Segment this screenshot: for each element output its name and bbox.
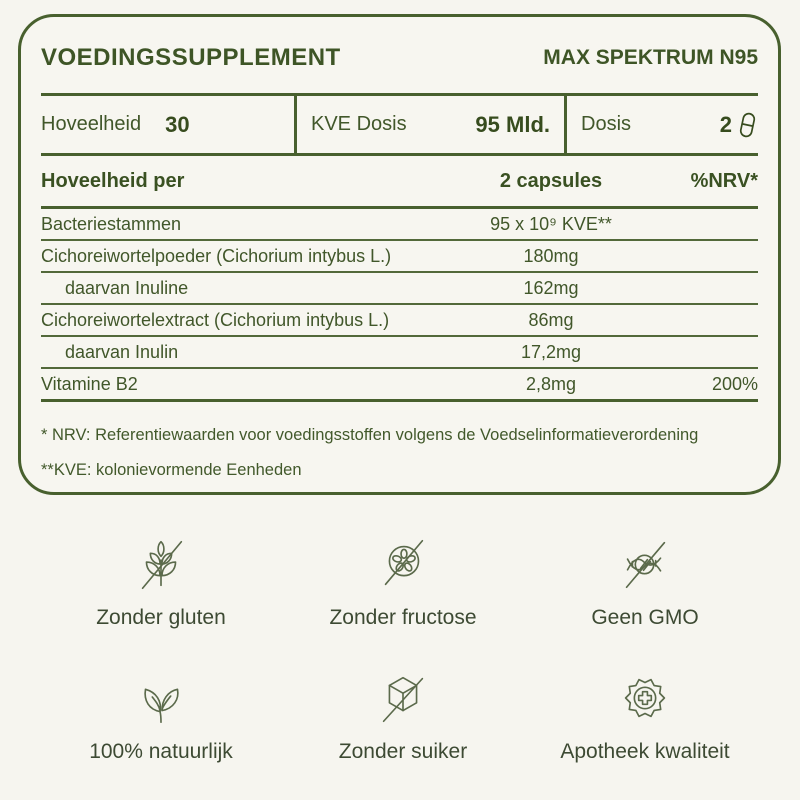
footnote-nrv: * NRV: Referentiewaarden voor voedingsstoffen volgens de Voedselinformatieverordening <box>41 426 699 444</box>
badge-label: Geen GMO <box>591 606 699 629</box>
badge-label: Zonder fructose <box>329 606 477 629</box>
badge-label: Zonder suiker <box>338 740 468 763</box>
dose-label: Dosis <box>581 113 632 135</box>
claim-badges <box>40 520 766 764</box>
dose-value-group <box>720 111 756 139</box>
ingredient-name: daarvan Inuline <box>65 277 189 298</box>
panel-header <box>41 17 758 93</box>
ingredient-amount: 2,8mg <box>525 373 577 394</box>
badge-pharmacy-quality <box>524 654 766 764</box>
product-name: MAX SPEKTRUM N95 <box>543 46 758 69</box>
quantity-label: Hoveelheid <box>41 113 142 135</box>
quantity-cell <box>41 96 294 153</box>
table-row <box>41 273 758 305</box>
no-sugar-icon <box>372 666 434 730</box>
no-fructose-icon <box>372 532 434 596</box>
ingredient-amount: 86mg <box>528 309 574 330</box>
badge-fructose-free <box>282 520 524 630</box>
ingredient-amount: 162mg <box>523 277 579 298</box>
ingredient-amount: 95 x 10⁹ KVE** <box>490 213 612 234</box>
capsule-icon <box>739 111 756 139</box>
badge-label: 100% natuurlijk <box>89 740 233 763</box>
table-row <box>41 369 758 402</box>
ingredient-name: Cichoreiwortelpoeder (Cichorium intybus L.) <box>41 245 392 266</box>
kve-dose-label: KVE Dosis <box>311 113 407 135</box>
no-gluten-icon <box>130 532 192 596</box>
ingredient-name: Bacteriestammen <box>41 213 182 234</box>
facts-table <box>41 209 758 402</box>
serving-amount: 2 capsules <box>499 169 603 192</box>
ingredient-nrv: 200% <box>711 373 758 394</box>
badge-label: Apotheek kwaliteit <box>560 740 730 763</box>
ingredient-amount: 17,2mg <box>520 341 582 362</box>
badge-gmo-free <box>524 520 766 630</box>
ingredient-name: Cichoreiwortelextract (Cichorium intybus L.) <box>41 309 390 330</box>
ingredient-amount: 180mg <box>523 245 579 266</box>
ingredient-name: Vitamine B2 <box>41 373 138 394</box>
dose-value: 2 <box>719 111 732 137</box>
badge-gluten-free <box>40 520 282 630</box>
serving-header-row <box>41 156 758 206</box>
panel-title: VOEDINGSSUPPLEMENT <box>41 44 341 71</box>
ingredient-name: daarvan Inulin <box>65 341 179 362</box>
table-row <box>41 337 758 369</box>
footnote-kve: **KVE: kolonievormende Eenheden <box>41 461 302 479</box>
badge-sugar-free <box>282 654 524 764</box>
natural-icon <box>130 666 192 730</box>
nrv-header: %NRV* <box>690 169 758 192</box>
dose-info-row <box>41 96 758 153</box>
footnotes <box>41 402 758 488</box>
supplement-facts-panel <box>18 14 781 495</box>
no-gmo-icon <box>614 532 676 596</box>
kve-dose-cell <box>294 96 564 153</box>
pharmacy-quality-icon <box>614 666 676 730</box>
kve-dose-value: 95 Mld. <box>475 111 550 137</box>
table-row <box>41 241 758 273</box>
serving-label: Hoveelheid per <box>41 169 185 192</box>
table-row <box>41 209 758 241</box>
badge-natural <box>40 654 282 764</box>
table-row <box>41 305 758 337</box>
badge-label: Zonder gluten <box>96 606 226 629</box>
quantity-value: 30 <box>165 111 190 137</box>
dose-cell <box>564 96 758 153</box>
